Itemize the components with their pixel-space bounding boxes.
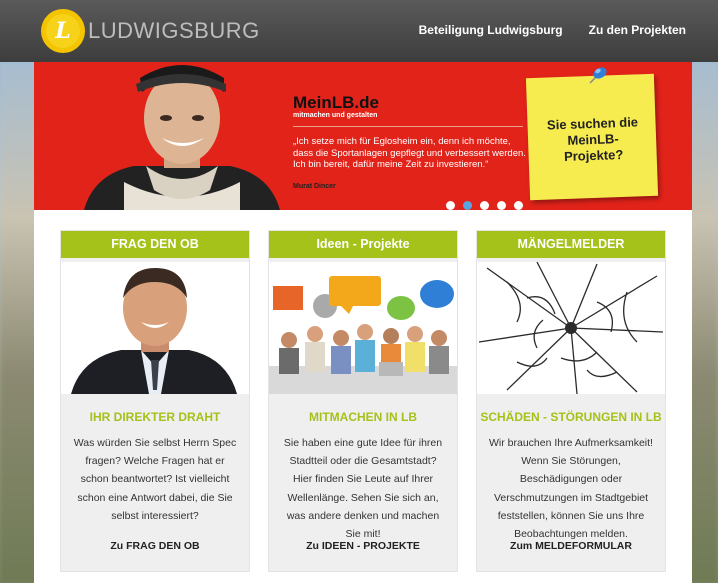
card-heading[interactable]: MÄNGELMELDER <box>477 231 665 258</box>
card-frag-den-ob <box>60 230 250 572</box>
hero-quote: „Ich setze mich für Eglosheim ein, denn ich möchte, dass die Sportanlagen gepflegt und verbessert werden. Ich bin bereit, dafür meine Zeit zu investieren.“ <box>293 136 526 170</box>
hero-divider <box>293 126 523 127</box>
slider-dot[interactable] <box>446 201 455 210</box>
card-text: Was würden Sie selbst Herrn Spec fragen? Welche Fragen hat er schon beantwortet? Ist vielleicht schon eine Antwort dabei, die Sie selbst interessiert? <box>73 437 237 522</box>
main-nav <box>419 23 686 37</box>
group-speech-bubbles-image <box>269 262 457 394</box>
mayor-portrait-image <box>61 262 249 394</box>
card-heading[interactable]: Ideen - Projekte <box>269 231 457 258</box>
pushpin-icon <box>586 66 608 86</box>
slider-dot[interactable] <box>514 201 523 210</box>
logo-text[interactable]: LUDWIGSBURG <box>88 18 260 43</box>
card-subheading: MITMACHEN IN LB <box>309 410 417 424</box>
card-subheading: SCHÄDEN - STÖRUNGEN IN LB <box>480 410 662 424</box>
top-bar <box>0 0 718 62</box>
projects-sticky-note[interactable] <box>526 74 658 200</box>
hero-title: MeinLB.de <box>293 93 379 112</box>
card-subheading: IHR DIREKTER DRAHT <box>89 410 221 424</box>
ideen-projekte-link[interactable]: Zu IDEEN - PROJEKTE <box>306 540 420 552</box>
nav-beteiligung-link[interactable]: Beteiligung Ludwigsburg <box>418 23 563 37</box>
card-text: Wir brauchen Ihre Aufmerksamkeit! Wenn Sie Störungen, Beschädigungen oder Verschmutzungen im Stadtgebiet feststellen, können Sie uns Ihre Beobachtungen melden. <box>489 437 653 541</box>
slider-dot[interactable] <box>480 201 489 210</box>
card-text: Sie haben eine gute Idee für ihren Stadtteil oder die Gesamtstadt? Hier finden Sie Leute auf Ihrer Wellenlänge. Sehen Sie sich an, was andere denken und machen Sie mit! <box>283 437 443 541</box>
hero-author: Murat Dincer <box>293 183 336 190</box>
card-image-broken-glass <box>477 262 665 394</box>
hero-subtitle: mitmachen und gestalten <box>293 112 378 119</box>
card-maengelmelder <box>476 230 666 572</box>
frag-den-ob-link[interactable]: Zu FRAG DEN OB <box>110 540 200 552</box>
slider-dot-active[interactable] <box>463 201 472 210</box>
card-heading[interactable]: FRAG DEN OB <box>61 231 249 258</box>
sticky-note-text: Sie suchen die MeinLB-Projekte? <box>546 114 639 164</box>
hero-person-image <box>54 62 304 210</box>
slider-dot[interactable] <box>497 201 506 210</box>
logo-letter: L <box>55 18 71 44</box>
hero-slider[interactable] <box>34 62 692 210</box>
background-right <box>688 62 718 583</box>
meldeformular-link[interactable]: Zum MELDEFORMULAR <box>510 540 632 552</box>
card-image-mayor <box>61 262 249 394</box>
card-ideen-projekte <box>268 230 458 572</box>
slider-dots <box>446 201 523 210</box>
card-image-group <box>269 262 457 394</box>
broken-glass-image <box>477 262 665 394</box>
main-content <box>34 62 692 583</box>
city-logo-icon[interactable] <box>40 8 86 54</box>
nav-projekte-link[interactable]: Zu den Projekten <box>588 23 686 37</box>
